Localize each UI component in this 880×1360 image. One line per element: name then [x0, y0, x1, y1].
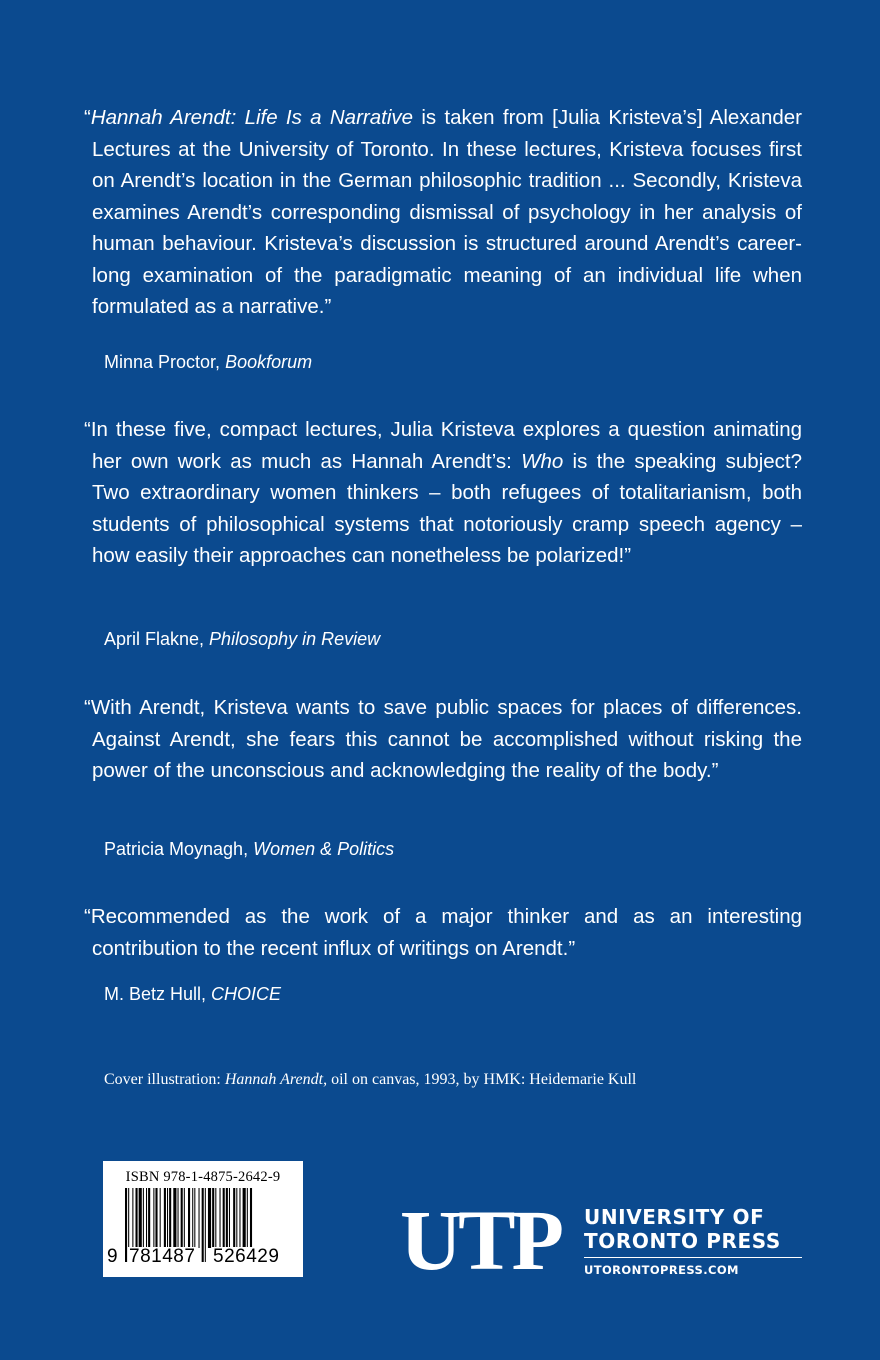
barcode-digits-right: 526429 — [213, 1246, 280, 1267]
publisher-name-line2: TORONTO PRESS — [584, 1229, 781, 1253]
divider — [584, 1257, 802, 1258]
publisher-wordmark — [584, 1205, 802, 1277]
quote-text: is taken from [Julia Kristeva’s] Alexander Lectures at the University of Toronto. In these lectures, Kristeva focuses first on Arendt’s location in the German philosophic tradition ... Secondly, Kristeva examines Arendt’s corresponding dismissal of psychology in her analysis of human behaviour. Kristeva’s discussion is structured around Arendt’s career-long examination of the paradigmatic meaning of an individual life when formulated as a narrative.” — [92, 106, 802, 318]
review-quote-3: “With Arendt, Kristeva wants to save public spaces for places of differences. Against Arendt, she fears this cannot be accomplished without risking the power of the unconscious and acknowledging the reality of the body.” — [84, 696, 802, 782]
quote-attribution-4: M. Betz Hull, CHOICE — [104, 984, 282, 1004]
publisher-url: UTORONTOPRESS.COM — [584, 1263, 739, 1277]
quote-attribution-3: Patricia Moynagh, Women & Politics — [104, 839, 395, 859]
quote-attribution-2: April Flakne, Philosophy in Review — [104, 629, 381, 649]
review-quote-2: “In these five, compact lectures, Julia Kristeva explores a question animating her own work as much as Hannah Arendt’s: Who is the speaking subject? Two extraordinary women thinkers – both refugees of totalitarianism, both students of philosophical systems that notoriously cramp speech agency – how easily their approaches can nonetheless be polarized!” — [84, 418, 802, 567]
review-quote-1: “Hannah Arendt: Life Is a Narrative is taken from [Julia Kristeva’s] Alexander Lectures at the University of Toronto. In these lectures, Kristeva focuses first on Arendt’s location in the German philosophic tradition ... Secondly, Kristeva examines Arendt’s corresponding dismissal of psychology in her analysis of human behaviour. Kristeva’s discussion is structured around Arendt’s career-long examination of the paradigmatic meaning of an individual life when formulated as a narrative.” — [84, 106, 802, 318]
isbn-number: ISBN 978-1-4875-2642-9 — [125, 1169, 281, 1185]
publisher-name-line1: UNIVERSITY OF — [584, 1205, 765, 1229]
utp-logo: UTP — [400, 1192, 560, 1288]
barcode-digits-left: 781487 — [129, 1246, 196, 1267]
book-title: Hannah Arendt: Life Is a Narrative — [90, 106, 414, 129]
barcode-lead-digit: 9 — [107, 1246, 119, 1267]
cover-illustration-credit: Cover illustration: Hannah Arendt, oil on canvas, 1993, by HMK: Heidemarie Kull — [104, 1071, 637, 1088]
quote-attribution-1: Minna Proctor, Bookforum — [104, 352, 313, 372]
isbn-barcode — [103, 1161, 303, 1277]
review-quote-4: “Recommended as the work of a major thinker and as an interesting contribution to the recent influx of writings on Arendt.” — [84, 905, 802, 960]
